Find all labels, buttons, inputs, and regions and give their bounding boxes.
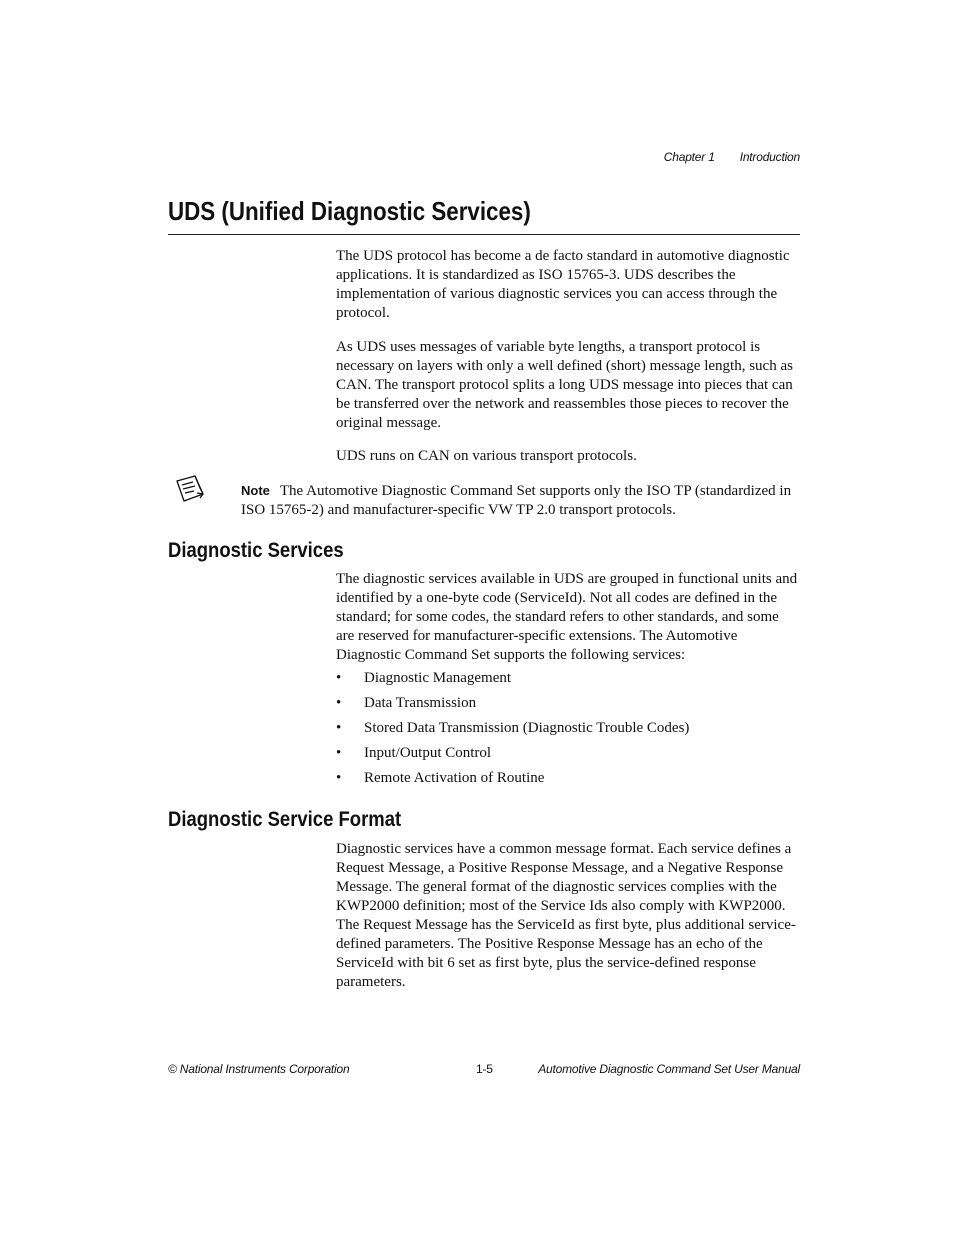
note-label: Note [241,483,270,498]
list-item [336,744,800,769]
intro-paragraph-3 [336,447,800,466]
list-item [336,694,800,719]
footer-copyright: © National Instruments Corporation [168,1062,350,1076]
intro-paragraph-2 [336,338,800,433]
running-head-chapter: Chapter 1 [663,150,715,164]
list-item [336,719,800,744]
bullet-dot: • [336,720,342,736]
bullet-dot: • [336,695,342,711]
list-item-text: Diagnostic Management [364,670,512,686]
list-item [336,669,800,694]
running-head [664,150,800,164]
note-icon [174,474,206,504]
section1-paragraph-text: The diagnostic services available in UDS are grouped in functional units and identified by a one-byte code (ServiceId). Not all codes are defined in the standard; for some codes, the standard refers to other standards, and some are reserved for manufacturer-specific extensions. The Automotive Diagnostic Command Set supports the following services: [336,571,798,663]
list-item [336,769,800,794]
intro-paragraph-1-text: The UDS protocol has become a de facto standard in automotive diagnostic applications. It is standardized as ISO 15765-3. UDS describes the implementation of various diagnostic services you can access through the protocol. [336,248,790,321]
section-heading-diagnostic-service-format: Diagnostic Service Format [168,808,402,831]
title-rule [168,234,800,235]
section2-paragraph-text: Diagnostic services have a common message format. Each service defines a Request Message, a Positive Response Message, and a Negative Response Message. The general format of the diagnostic services complies with the KWP2000 definition; most of the Service Ids also comply with KWP2000. The Request Message has the ServiceId as first byte, plus additional service-defined parameters. The Positive Response Message has an echo of the ServiceId with bit 6 set as first byte, plus the service-defined response parameters. [336,841,796,990]
list-item-text: Stored Data Transmission (Diagnostic Trouble Codes) [364,720,690,736]
intro-paragraph-2-text: As UDS uses messages of variable byte lengths, a transport protocol is necessary on layers with only a well defined (short) message length, such as CAN. The transport protocol splits a long UDS message into pieces that can be transferred over the network and reassembles those pieces to recover the original message. [336,339,793,431]
section1-paragraph [336,570,800,665]
list-item-text: Input/Output Control [364,745,492,761]
intro-paragraph-3-text: UDS runs on CAN on various transport protocols. [336,448,637,464]
page-title: UDS (Unified Diagnostic Services) [168,196,531,226]
footer-page-number: 1-5 [476,1062,493,1076]
list-item-text: Remote Activation of Routine [364,770,545,786]
running-head-section: Introduction [739,150,800,164]
list-item-text: Data Transmission [364,695,477,711]
note-text: The Automotive Diagnostic Command Set supports only the ISO TP (standardized in ISO 15765-2) and manufacturer-specific VW TP 2.0 transport protocols. [241,483,792,518]
bullet-dot: • [336,670,342,686]
bullet-dot: • [336,770,342,786]
note-block [241,481,800,520]
section-heading-diagnostic-services: Diagnostic Services [168,539,344,562]
intro-paragraph-1 [336,247,800,323]
section2-paragraph [336,840,800,992]
services-bullet-list [336,669,800,794]
footer-manual-title: Automotive Diagnostic Command Set User Manual [538,1062,800,1076]
bullet-dot: • [336,745,342,761]
